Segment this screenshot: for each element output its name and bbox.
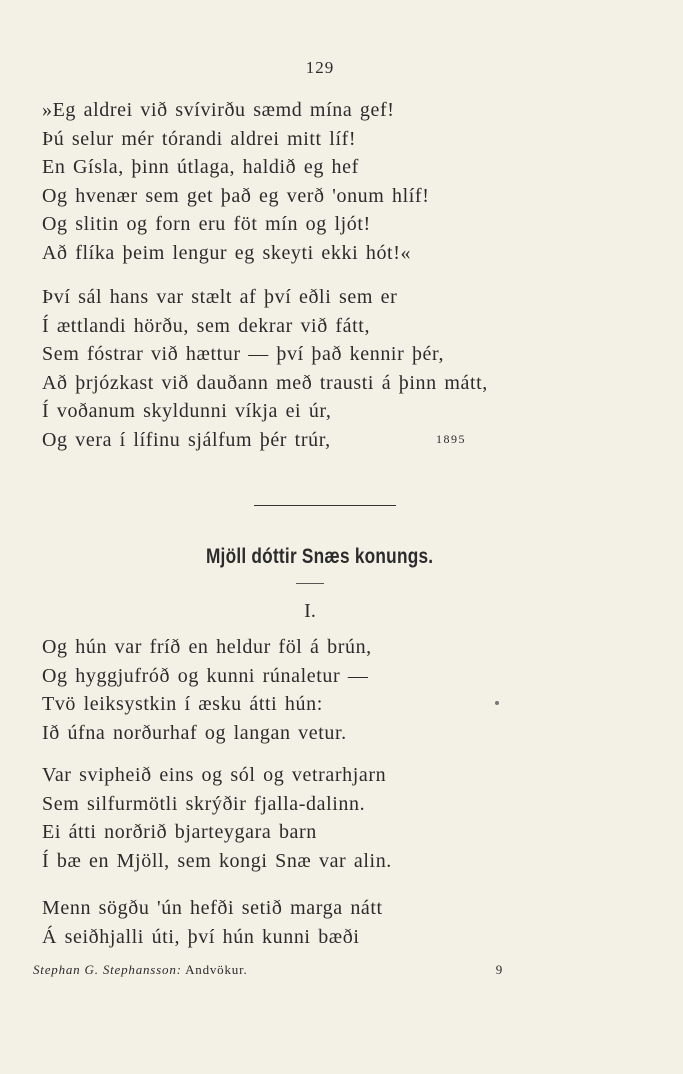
verse-line: Að flíka þeim lengur eg skeyti ekki hót!« [42,241,412,264]
print-speck [495,701,499,705]
stanza-1 [42,96,429,267]
verse-line: Sem fóstrar við hættur — því það kennir þér, [42,343,445,365]
verse-line: Ið úfna norðurhaf og langan vetur. [42,721,347,744]
footer-work: Andvökur. [185,962,248,977]
verse-line: Og hún var fríð en heldur föl á brún, [42,636,372,658]
verse-line: Þú selur mér tórandi aldrei mitt líf! [42,127,357,150]
page-footer [33,962,503,978]
verse-line: »Eg aldrei við svívirðu sæmd mína gef! [42,99,395,121]
verse-line: Því sál hans var stælt af því eðli sem er [42,286,398,308]
verse-line: Tvö leiksystkin í æsku átti hún: [42,693,323,715]
verse-line: En Gísla, þinn útlaga, haldið eg hef [42,156,359,178]
title-underline [296,583,324,584]
footer-signature: 9 [495,962,503,977]
stanza-2 [42,283,488,454]
verse-line: Og hvenær sem get það eg verð 'onum hlíf! [42,184,430,207]
stanza-5 [42,894,383,951]
stanza-3 [42,633,372,747]
section-divider [254,505,396,506]
poem-year: 1895 [436,432,466,446]
poem-title: Mjöll dóttir Snæs konungs. [205,545,434,568]
verse-line: Og slitin og forn eru föt mín og ljót! [42,213,371,235]
verse-line: Að þrjózkast við dauðann með trausti á þinn mátt, [42,371,488,394]
footer-author: Stephan G. Stephansson: [33,962,182,977]
stanza-4 [42,761,392,875]
verse-line: Sem silfurmötli skrýðir fjalla-dalinn. [42,792,366,815]
page-number: 129 [305,58,335,77]
verse-line: Í bæ en Mjöll, sem kongi Snæ var alin. [42,849,392,872]
verse-line: Og vera í lífinu sjálfum þér trúr, [42,428,331,451]
verse-line: Ei átti norðrið bjarteygara barn [42,821,317,843]
verse-line: Í ættlandi hörðu, sem dekrar við fátt, [42,314,371,337]
verse-line: Menn sögðu 'ún hefði setið marga nátt [42,897,383,919]
verse-line: Var svipheið eins og sól og vetrarhjarn [42,764,387,786]
verse-line: Á seiðhjalli úti, því hún kunni bæði [42,925,360,948]
section-number: I. [304,600,316,622]
verse-line: Og hyggjufróð og kunni rúnaletur — [42,664,369,687]
verse-line: Í voðanum skyldunni víkja ei úr, [42,400,332,422]
